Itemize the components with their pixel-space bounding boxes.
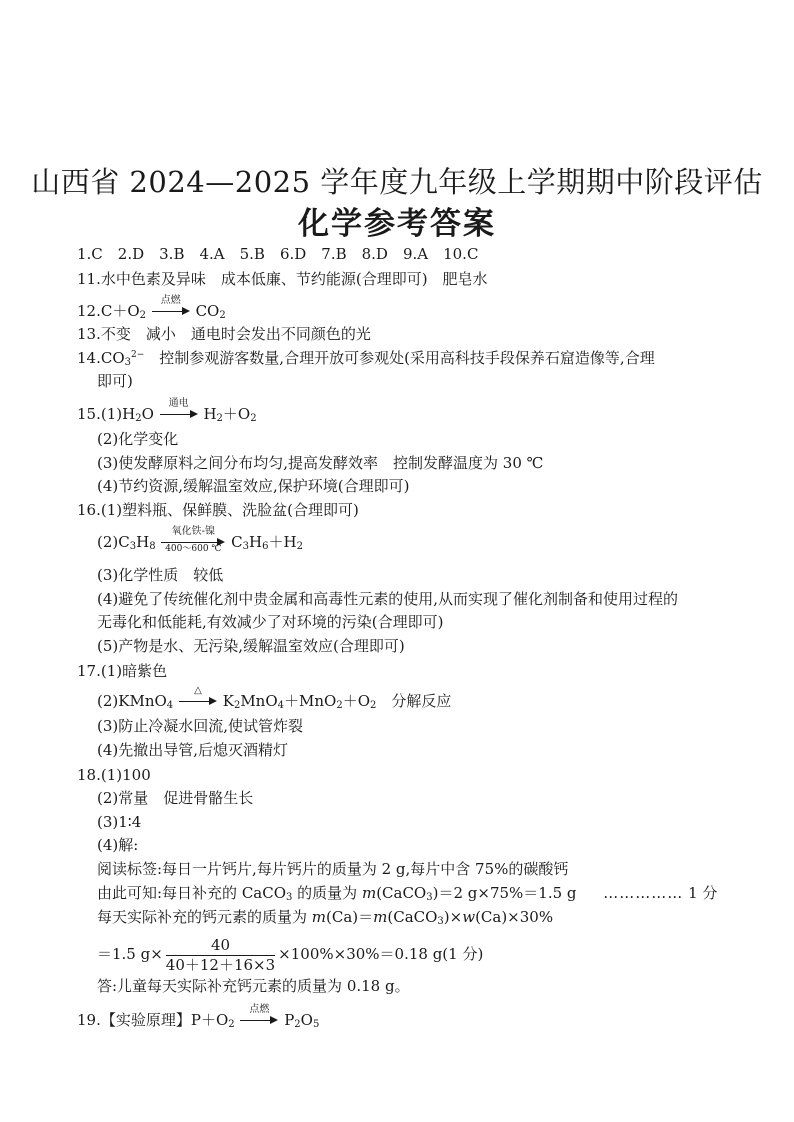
answer-13: 13.不变 减小 通电时会发出不同颜色的光 xyxy=(77,325,371,343)
reaction-arrow: 点燃 xyxy=(152,301,190,321)
answers-1-10: 1.C 2.D 3.B 4.A 5.B 6.D 7.B 8.D 9.A 10.C xyxy=(77,245,479,263)
answer-16-4-cont: 无毒化和低能耗,有效减少了对环境的污染(合理即可) xyxy=(97,613,444,631)
mass-fraction: $\frac{40}{40+12+16\times 3}$ xyxy=(165,935,276,974)
answer-18-4: (4)解: xyxy=(97,836,139,854)
answer-16-5: (5)产物是水、无污染,缓解温室效应(合理即可) xyxy=(97,637,405,655)
answer-14: $14.CO_3^{2-}$ 控制参观游客数量,合理开放可参观处(采用高科技手段保养石窟造像等,合理 xyxy=(77,349,655,368)
answer-15-4: (4)节约资源,缓解温室效应,保护环境(合理即可) xyxy=(97,477,410,495)
answer-14-cont: 即可) xyxy=(97,372,133,390)
answer-18-3: (3)1∶4 xyxy=(97,813,142,831)
answer-11: 11.水中色素及异味 成本低廉、节约能源(合理即可) 肥皂水 xyxy=(77,270,488,288)
page-title: 山西省 2024—2025 学年度九年级上学期期中阶段评估 xyxy=(31,165,763,199)
answer-16-4: (4)避免了传统催化剂中贵金属和高毒性元素的使用,从而实现了催化剂制备和使用过程的 xyxy=(97,590,679,608)
answer-16-1: 16.(1)塑料瓶、保鲜膜、洗脸盆(合理即可) xyxy=(77,501,359,519)
answer-15-2: (2)化学变化 xyxy=(97,430,179,448)
reaction-arrow: 点燃 xyxy=(240,1010,278,1030)
answer-18-calc1: 由此可知:每日补充的 CaCO$_3$ 的质量为 m(CaCO$_3$)＝2 g×75%＝1.5 g …………… 1 分 xyxy=(97,884,718,903)
answer-17-2: (2)KMnO$_4$ △ $K_2MnO_4+MnO_2+O_2$ 分解反应 xyxy=(97,685,452,711)
reaction-arrow: △ xyxy=(179,691,217,711)
answer-19: 19.【实验原理】$P+O_2$ 点燃 $P_2O_5$ xyxy=(77,1004,320,1030)
answer-18-2: (2)常量 促进骨骼生长 xyxy=(97,789,254,807)
answer-17-3: (3)防止冷凝水回流,使试管炸裂 xyxy=(97,717,304,735)
answer-15-1: $15.(1)H_2O$ 通电 $H_2+O_2$ xyxy=(77,398,257,424)
score-leader-dots: …………… xyxy=(603,884,684,902)
reaction-arrow: 氧化铁-镍 400～600 ℃ xyxy=(161,532,225,552)
reaction-arrow: 通电 xyxy=(160,404,198,424)
answer-18-calc3: ＝1.5 g× $\frac{40}{40+12+16\times 3}$ ×100%×30%＝0.18 g(1 分) xyxy=(97,935,484,974)
answer-16-3: (3)化学性质 较低 xyxy=(97,566,224,584)
answer-15-3: (3)使发酵原料之间分布均匀,提高发酵效率 控制发酵温度为 30 ℃ xyxy=(97,454,544,472)
answer-18-conclusion: 答:儿童每天实际补充钙元素的质量为 0.18 g。 xyxy=(97,977,410,995)
answer-12: $12.C+O_2$ 点燃 $CO_2$ xyxy=(77,295,226,321)
answer-18-1: 18.(1)100 xyxy=(77,766,151,784)
answer-17-4: (4)先撤出导管,后熄灭酒精灯 xyxy=(97,741,289,759)
answer-18-calc2: 每天实际补充的钙元素的质量为 m(Ca)＝m(CaCO$_3$)×w(Ca)×30% xyxy=(97,908,554,927)
answer-17-1: 17.(1)暗紫色 xyxy=(77,662,168,680)
answer-16-2: $(2)C_3H_8$ 氧化铁-镍 400～600 ℃ $C_3H_6+H_2$ xyxy=(97,526,303,554)
page-subtitle: 化学参考答案 xyxy=(298,206,496,242)
answer-18-read: 阅读标签:每日一片钙片,每片钙片的质量为 2 g,每片中含 75%的碳酸钙 xyxy=(97,860,569,878)
